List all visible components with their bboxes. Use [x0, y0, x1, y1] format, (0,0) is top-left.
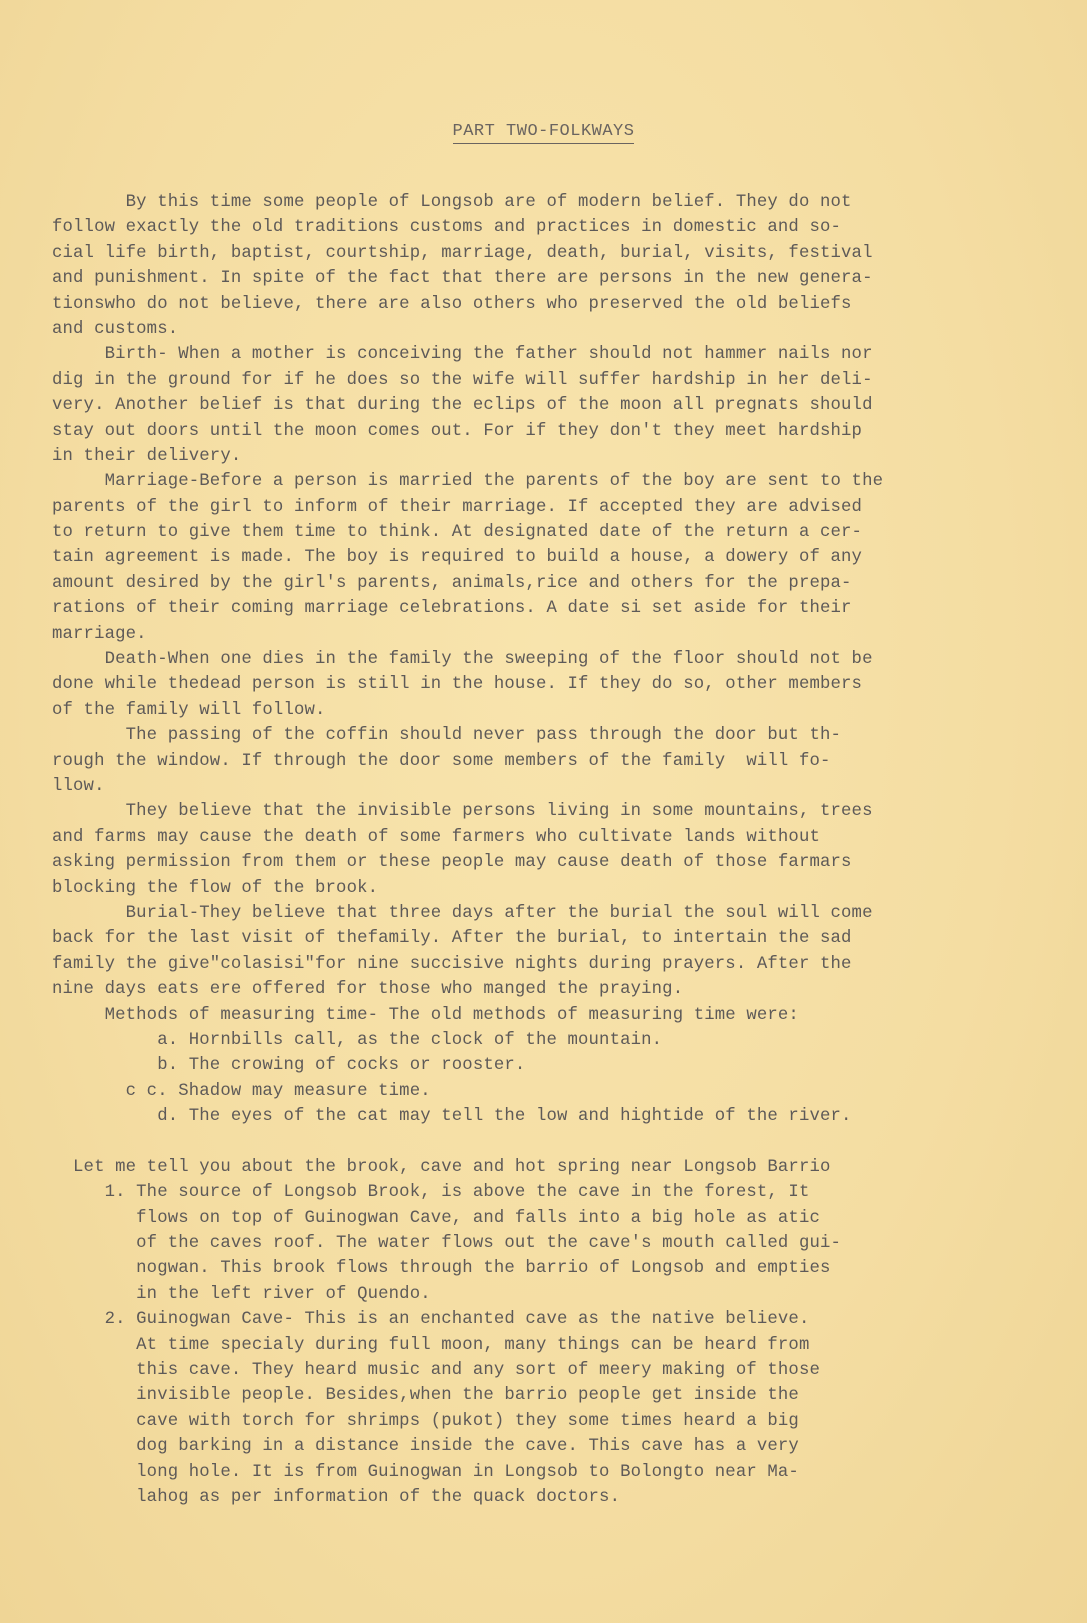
- text-line: and customs.: [52, 319, 179, 339]
- text-line: b. The crowing of cocks or rooster.: [52, 1056, 526, 1076]
- text-line: Death-When one dies in the family the sweeping of the floor should not be: [52, 650, 873, 670]
- text-line: a. Hornbills call, as the clock of the mountain.: [52, 1030, 663, 1050]
- text-line: stay out doors until the moon comes out. For if they don't they meet hardship: [52, 421, 863, 441]
- text-line: Birth- When a mother is conceiving the father should not hammer nails nor: [52, 345, 873, 365]
- document-body: [52, 190, 1042, 1510]
- text-line: parents of the girl to inform of their marriage. If accepted they are advised: [52, 497, 863, 517]
- text-line: Marriage-Before a person is married the parents of the boy are sent to the: [52, 472, 884, 492]
- text-line: in the left river of Quendo.: [52, 1284, 431, 1304]
- text-line: Let me tell you about the brook, cave and hot spring near Longsob Barrio: [52, 1157, 831, 1177]
- text-line: Burial-They believe that three days after the burial the soul will come: [52, 903, 873, 923]
- text-line: blocking the flow of the brook.: [52, 878, 379, 898]
- text-line: to return to give them time to think. At designated date of the return a cer-: [52, 523, 863, 543]
- text-line: They believe that the invisible persons living in some mountains, trees: [52, 802, 873, 822]
- text-line: back for the last visit of thefamily. After the burial, to intertain the sad: [52, 929, 852, 949]
- text-line: 2. Guinogwan Cave- This is an enchanted cave as the native believe.: [52, 1310, 810, 1330]
- text-line: At time specialy during full moon, many things can be heard from: [52, 1335, 810, 1355]
- text-line: The passing of the coffin should never pass through the door but th-: [52, 726, 842, 746]
- text-line: amount desired by the girl's parents, animals,rice and others for the prepa-: [52, 573, 852, 593]
- text-line: lahog as per information of the quack doctors.: [52, 1487, 621, 1507]
- text-line: tionswho do not believe, there are also others who preserved the old beliefs: [52, 294, 852, 314]
- text-line: rations of their coming marriage celebrations. A date si set aside for their: [52, 599, 852, 619]
- text-line: cave with torch for shrimps (pukot) they some times heard a big: [52, 1411, 799, 1431]
- text-line: rough the window. If through the door some members of the family will fo-: [52, 751, 831, 771]
- text-line: of the caves roof. The water flows out the cave's mouth called gui-: [52, 1234, 842, 1254]
- text-line: nine days eats ere offered for those who manged the praying.: [52, 980, 684, 1000]
- text-line: cial life birth, baptist, courtship, marriage, death, burial, visits, festival: [52, 243, 873, 263]
- text-line: asking permission from them or these people may cause death of those farmars: [52, 853, 852, 873]
- text-line: dog barking in a distance inside the cave. This cave has a very: [52, 1437, 799, 1457]
- text-line: d. The eyes of the cat may tell the low and hightide of the river.: [52, 1107, 852, 1127]
- text-line: dig in the ground for if he does so the wife will suffer hardship in her deli-: [52, 370, 873, 390]
- text-line: long hole. It is from Guinogwan in Longsob to Bolongto near Ma-: [52, 1462, 799, 1482]
- text-line: and farms may cause the death of some farmers who cultivate lands without: [52, 827, 820, 847]
- text-line: c c. Shadow may measure time.: [52, 1081, 431, 1101]
- text-line: very. Another belief is that during the eclips of the moon all pregnats should: [52, 396, 873, 416]
- text-line: invisible people. Besides,when the barrio people get inside the: [52, 1386, 799, 1406]
- text-line: marriage.: [52, 624, 147, 644]
- text-line: family the give"colasisi"for nine succisive nights during prayers. After the: [52, 954, 852, 974]
- text-line: this cave. They heard music and any sort of meery making of those: [52, 1360, 820, 1380]
- text-line: of the family will follow.: [52, 700, 326, 720]
- text-line: tain agreement is made. The boy is required to build a house, a dowery of any: [52, 548, 863, 568]
- text-line: 1. The source of Longsob Brook, is above the cave in the forest, It: [52, 1183, 810, 1203]
- text-line: in their delivery.: [52, 446, 242, 466]
- text-line: Methods of measuring time- The old methods of measuring time were:: [52, 1005, 799, 1025]
- text-line: [52, 1129, 1042, 1154]
- text-line: nogwan. This brook flows through the barrio of Longsob and empties: [52, 1259, 831, 1279]
- text-line: flows on top of Guinogwan Cave, and falls into a big hole as atic: [52, 1208, 820, 1228]
- text-line: By this time some people of Longsob are of modern belief. They do not: [52, 193, 852, 212]
- text-line: llow.: [52, 776, 105, 796]
- text-line: and punishment. In spite of the fact that there are persons in the new genera-: [52, 269, 873, 289]
- page-title: PART TWO-FOLKWAYS: [0, 122, 1087, 141]
- text-line: follow exactly the old traditions customs and practices in domestic and so-: [52, 218, 842, 238]
- text-line: done while thedead person is still in the house. If they do so, other members: [52, 675, 863, 695]
